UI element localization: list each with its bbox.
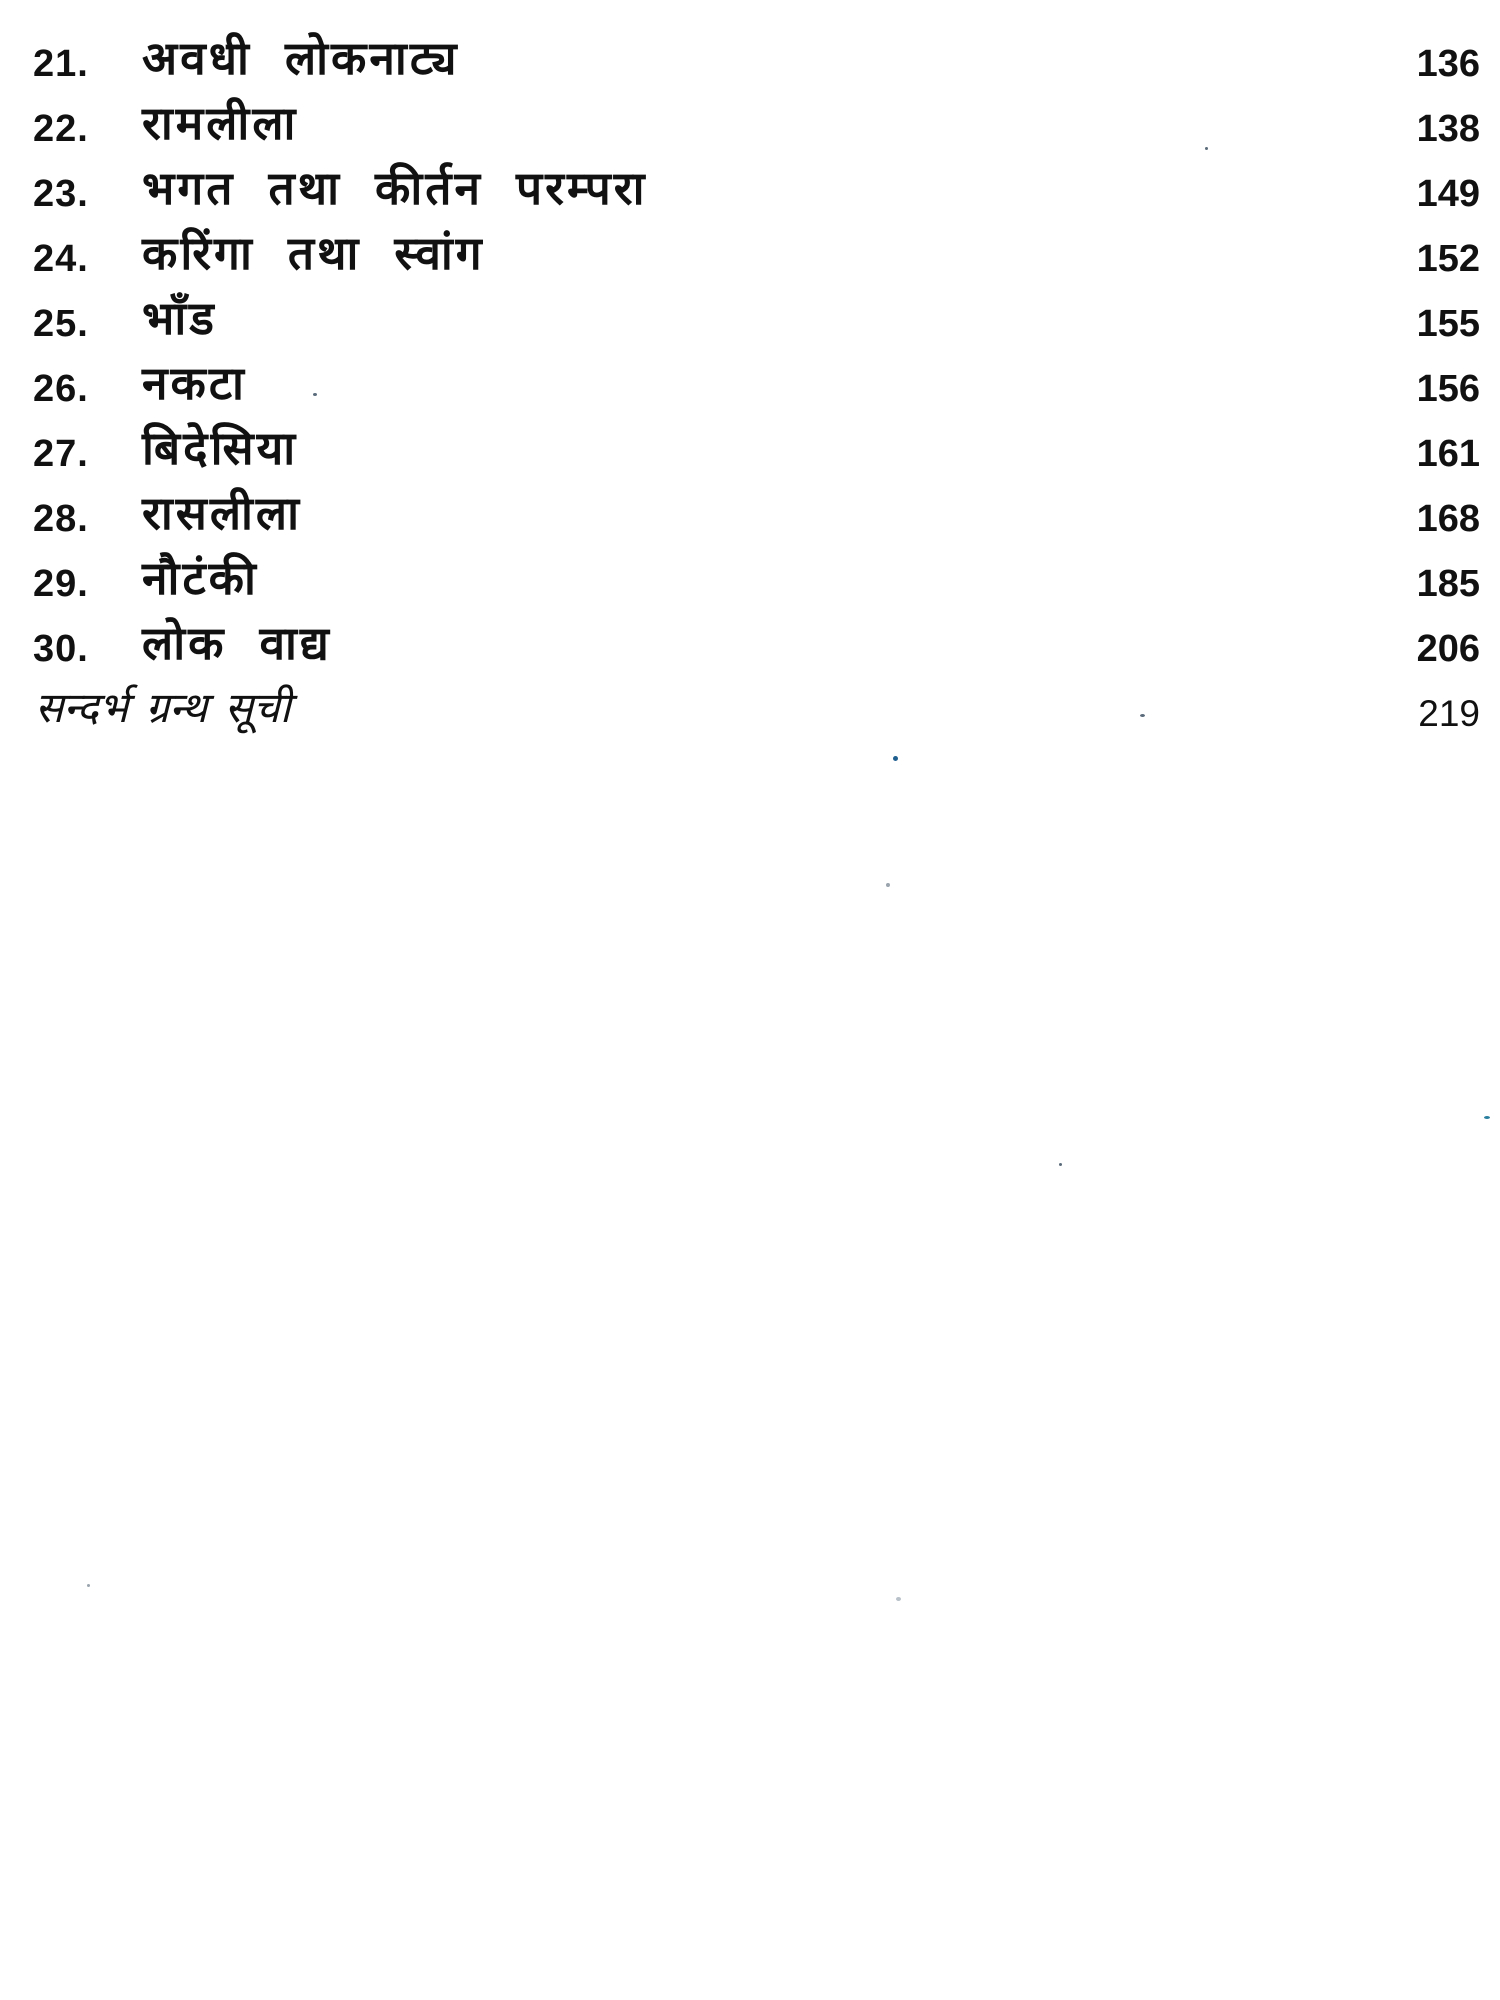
entry-page-number: 185 (1416, 563, 1480, 605)
entry-title: नौटंकी (142, 551, 259, 605)
entry-number: 26. (33, 368, 89, 410)
toc-entry-21[interactable] (0, 30, 1500, 95)
entry-number: 23. (33, 173, 89, 215)
entry-number: 29. (33, 563, 89, 605)
scan-speck (893, 756, 898, 761)
toc-entry-25[interactable] (0, 290, 1500, 355)
entry-title: रामलीला (142, 96, 299, 150)
table-of-contents (0, 30, 1500, 745)
entry-number: 24. (33, 238, 89, 280)
entry-page-number: 149 (1416, 173, 1480, 215)
entry-title: अवधी लोकनाट्य (142, 31, 460, 85)
entry-title: भाँड (142, 291, 217, 345)
entry-title: बिदेसिया (142, 421, 299, 475)
toc-entry-23[interactable] (0, 160, 1500, 225)
toc-entry-30[interactable] (0, 615, 1500, 680)
scan-speck (87, 1584, 90, 1587)
entry-title: सन्दर्भ ग्रन्थ सूची (35, 683, 291, 732)
entry-title: भगत तथा कीर्तन परम्परा (142, 161, 648, 215)
entry-number: 28. (33, 498, 89, 540)
toc-entry-24[interactable] (0, 225, 1500, 290)
entry-page-number: 219 (1418, 693, 1480, 734)
toc-entry-27[interactable] (0, 420, 1500, 485)
entry-page-number: 206 (1416, 628, 1480, 670)
entry-page-number: 152 (1416, 238, 1480, 280)
entry-number: 22. (33, 108, 89, 150)
entry-title: नकटा (142, 356, 247, 410)
scan-speck (313, 393, 317, 396)
scan-speck (896, 1597, 901, 1601)
toc-entry-26[interactable] (0, 355, 1500, 420)
entry-title: लोक वाद्य (142, 616, 332, 670)
entry-number: 21. (33, 43, 89, 85)
scan-speck (1484, 1116, 1490, 1119)
entry-page-number: 138 (1416, 108, 1480, 150)
entry-page-number: 155 (1416, 303, 1480, 345)
entry-page-number: 156 (1416, 368, 1480, 410)
toc-entry-28[interactable] (0, 485, 1500, 550)
entry-page-number: 161 (1416, 433, 1480, 475)
entry-number: 25. (33, 303, 89, 345)
scan-speck (886, 883, 890, 887)
entry-page-number: 168 (1416, 498, 1480, 540)
toc-entry-29[interactable] (0, 550, 1500, 615)
scan-speck (1140, 714, 1145, 717)
toc-entry-bibliography[interactable] (0, 680, 1500, 745)
toc-entry-22[interactable] (0, 95, 1500, 160)
entry-title: रासलीला (142, 486, 303, 540)
scan-speck (1205, 147, 1208, 150)
scan-speck (1059, 1163, 1062, 1166)
entry-number: 27. (33, 433, 89, 475)
entry-title: करिंगा तथा स्वांग (142, 226, 485, 280)
entry-page-number: 136 (1416, 43, 1480, 85)
entry-number: 30. (33, 628, 89, 670)
